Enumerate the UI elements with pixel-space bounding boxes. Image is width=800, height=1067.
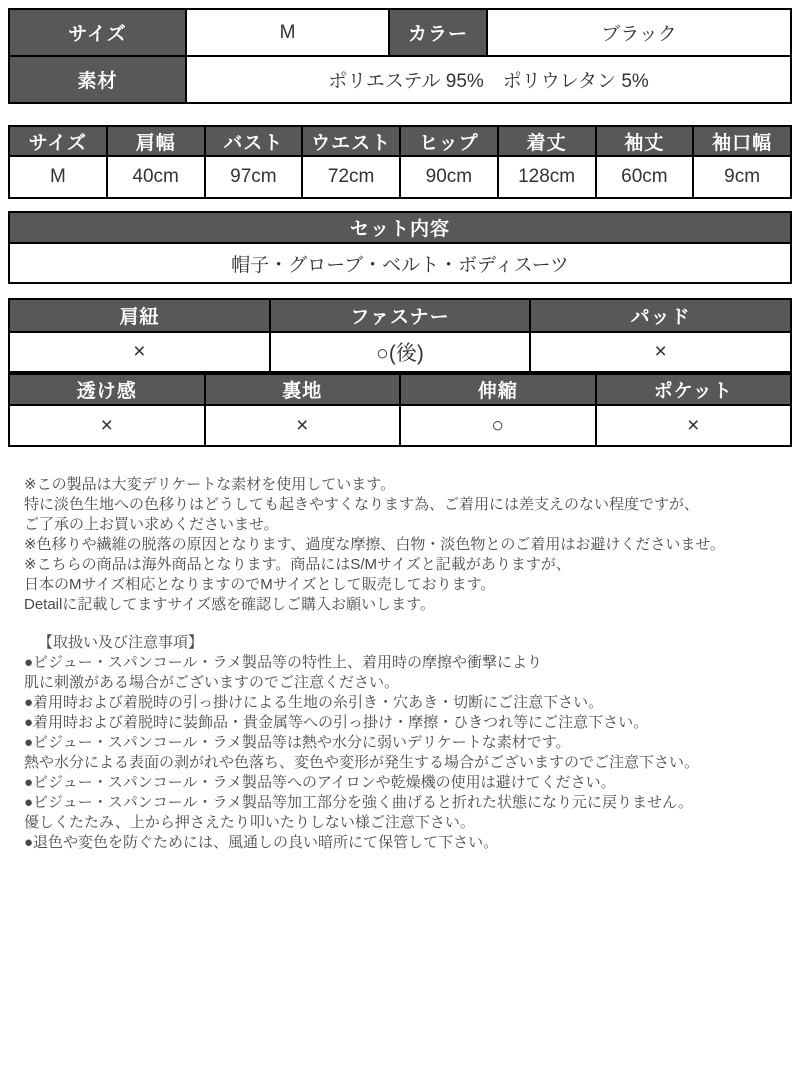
note-line: 肌に刺激がある場合がございますのでご注意ください。 <box>24 674 400 691</box>
measurements-header-cell: サイズ <box>9 126 107 156</box>
measurements-value-cell: 40cm <box>107 156 205 198</box>
features-primary-header-row <box>9 299 791 332</box>
features-value-cell: × <box>596 405 792 446</box>
features-header-cell: パッド <box>530 299 791 332</box>
features-secondary-header-row <box>9 374 791 405</box>
features-primary-table <box>8 298 792 373</box>
measurements-table <box>8 125 792 199</box>
features-header-cell: 伸縮 <box>400 374 596 405</box>
measurements-value-cell: 72cm <box>302 156 400 198</box>
note-line: Detailに記載してますサイズ感を確認しご購入お願いします。 <box>24 596 435 613</box>
features-header-cell: 肩紐 <box>9 299 270 332</box>
measurements-value-cell: M <box>9 156 107 198</box>
measurements-header-cell: バスト <box>205 126 303 156</box>
note-line: 熱や水分による表面の剥がれや色落ち、変色や変形が発生する場合がございますのでご注意下さい。 <box>24 754 700 771</box>
features-secondary-table <box>8 373 792 447</box>
features-header-cell: ポケット <box>596 374 792 405</box>
features-header-cell: 裏地 <box>205 374 401 405</box>
features-value-cell: × <box>9 405 205 446</box>
note-line: ●退色や変色を防ぐためには、風通しの良い暗所にて保管して下さい。 <box>24 834 499 851</box>
measurements-header-cell: ヒップ <box>400 126 498 156</box>
features-value-cell: ○ <box>400 405 596 446</box>
features-value-cell: × <box>530 332 791 372</box>
set-contents-value-cell: 帽子・グローブ・ベルト・ボディスーツ <box>9 243 791 283</box>
note-line: 特に淡色生地への色移りはどうしても起きやすくなります為、ご着用には差支えのない程度ですが、 <box>24 496 700 513</box>
note-line: ご了承の上お買い求めくださいませ。 <box>24 516 279 533</box>
features-primary-value-row <box>9 332 791 372</box>
note-line: ●ビジュー・スパンコール・ラメ製品等へのアイロンや乾燥機の使用は避けてください。 <box>24 774 616 791</box>
measurements-value-cell: 60cm <box>596 156 694 198</box>
set-contents-header-cell: セット内容 <box>9 212 791 243</box>
measurements-value-cell: 97cm <box>205 156 303 198</box>
note-line: ※こちらの商品は海外商品となります。商品にはS/Mサイズと記載がありますが、 <box>24 556 571 573</box>
material-value-cell: ポリエステル 95% ポリウレタン 5% <box>186 56 791 103</box>
color-label-cell: カラー <box>389 9 487 56</box>
features-value-cell: ○(後) <box>270 332 531 372</box>
note-line: ※色移りや繊維の脱落の原因となります、過度な摩擦、白物・淡色物とのご着用はお避けくださいませ。 <box>24 536 725 553</box>
measurements-header-cell: 肩幅 <box>107 126 205 156</box>
measurements-header-cell: 袖口幅 <box>693 126 791 156</box>
care-notes <box>24 633 784 853</box>
material-notes <box>24 475 784 853</box>
measurements-header-cell: ウエスト <box>302 126 400 156</box>
features-header-cell: 透け感 <box>9 374 205 405</box>
size-value-cell: M <box>186 9 389 56</box>
note-line: ※この製品は大変デリケートな素材を使用しています。 <box>24 476 396 493</box>
features-value-cell: × <box>9 332 270 372</box>
measurements-value-cell: 9cm <box>693 156 791 198</box>
measurements-header-row <box>9 126 791 156</box>
set-contents-table <box>8 211 792 284</box>
measurements-header-cell: 着丈 <box>498 126 596 156</box>
note-line: 優しくたたみ、上から押さえたり叩いたりしない様ご注意下さい。 <box>24 814 475 831</box>
measurements-header-cell: 袖丈 <box>596 126 694 156</box>
measurements-value-row <box>9 156 791 198</box>
material-label-cell: 素材 <box>9 56 186 103</box>
measurements-value-cell: 128cm <box>498 156 596 198</box>
note-line: ●ビジュー・スパンコール・ラメ製品等の特性上、着用時の摩擦や衝撃により <box>24 654 543 671</box>
features-header-cell: ファスナー <box>270 299 531 332</box>
features-value-cell: × <box>205 405 401 446</box>
measurements-value-cell: 90cm <box>400 156 498 198</box>
features-secondary-value-row <box>9 405 791 446</box>
note-line: ●着用時および着脱時の引っ掛けによる生地の糸引き・穴あき・切断にご注意下さい。 <box>24 694 604 711</box>
note-line: ●ビジュー・スパンコール・ラメ製品等加工部分を強く曲げると折れた状態になり元に戻りません。 <box>24 794 693 811</box>
care-notes-title: 【取扱い及び注意事項】 <box>38 634 204 651</box>
size-color-material-table <box>8 8 792 104</box>
color-value-cell: ブラック <box>487 9 791 56</box>
note-line: 日本のMサイズ相応となりますのでMサイズとして販売しております。 <box>24 576 496 593</box>
note-line: ●着用時および着脱時に装飾品・貴金属等への引っ掛け・摩擦・ひきつれ等にご注意下さい。 <box>24 714 649 731</box>
note-line: ●ビジュー・スパンコール・ラメ製品等は熱や水分に弱いデリケートな素材です。 <box>24 734 571 751</box>
size-label-cell: サイズ <box>9 9 186 56</box>
